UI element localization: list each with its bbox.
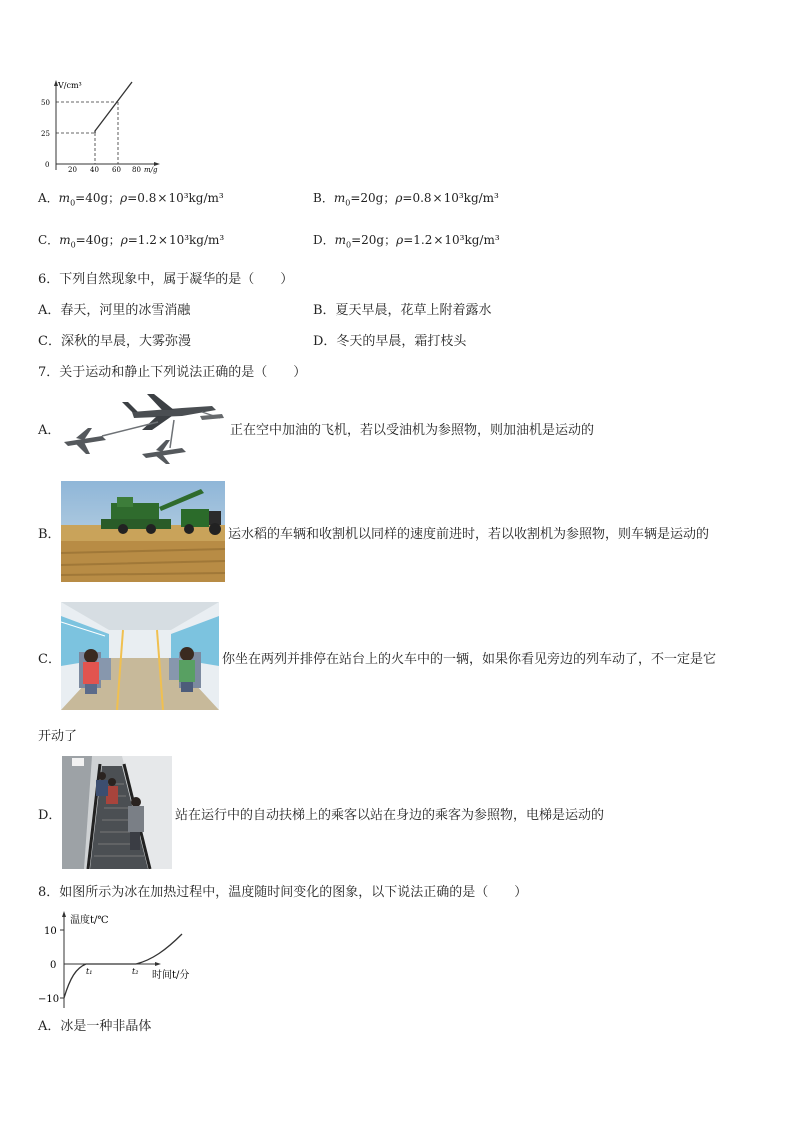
q8-stem: 8．如图所示为冰在加热过程中，温度随时间变化的图象，以下说法正确的是（ ）: [38, 885, 528, 900]
q7-option-b-text[interactable]: 运水稻的车辆和收割机以同样的速度前进时，若以收割机为参照物，则车辆是运动的: [228, 527, 710, 542]
q5-x-tick-20: 20: [68, 166, 77, 174]
q5-x-tick-60: 60: [112, 166, 121, 174]
q8-y-tick-10: 10: [44, 926, 57, 937]
q5-graph-line: [95, 82, 132, 133]
q7-option-c-text[interactable]: 你坐在两列并排停在站台上的火车中的一辆，如果你看见旁边的列车动了，不一定是它: [222, 652, 717, 667]
q8-temperature-time-graph: [34, 908, 204, 1012]
refueling-aircraft-image: [62, 392, 228, 466]
q5-x-tick-80: 80: [132, 166, 141, 174]
q8-t2-label: t₂: [132, 967, 139, 976]
q8-t1-label: t₁: [86, 967, 93, 976]
q7-stem: 7．关于运动和静止下列说法正确的是（ ）: [38, 365, 307, 380]
q5-option-b[interactable]: B．$m_0=20g$；ρ=0.8×10³kg/m³: [313, 191, 499, 208]
q5-x-tick-40: 40: [90, 166, 99, 174]
q7-option-c-text-continued[interactable]: 开动了: [38, 729, 78, 744]
q5-y-label: V/cm³: [58, 81, 82, 90]
q7-option-a-letter[interactable]: A．: [38, 423, 61, 438]
q5-y-tick-25: 25: [41, 130, 50, 138]
q6-option-b[interactable]: B．夏天早晨，花草上附着露水: [313, 303, 492, 318]
q5-y-tick-0: 0: [45, 161, 50, 169]
q8-y-label: 温度t/℃: [70, 915, 109, 926]
q8-y-tick-minus10: −10: [38, 994, 60, 1005]
q7-option-a-text[interactable]: 正在空中加油的飞机，若以受油机为参照物，则加油机是运动的: [230, 423, 595, 438]
q5-option-a[interactable]: A．$m_0=40g$；ρ=0.8×10³kg/m³: [38, 191, 224, 208]
q7-option-d-letter[interactable]: D．: [38, 808, 62, 823]
train-interior-image: [61, 602, 219, 710]
q5-option-c[interactable]: C．$m_0=40g$；ρ=1.2×10³kg/m³: [38, 233, 225, 250]
q8-y-tick-0: 0: [50, 960, 57, 971]
q8-option-a[interactable]: A．冰是一种非晶体: [38, 1019, 152, 1034]
q5-y-tick-50: 50: [41, 99, 50, 107]
q6-stem: 6．下列自然现象中，属于凝华的是（ ）: [38, 272, 294, 287]
q5-mass-volume-graph: [28, 78, 178, 178]
q6-option-c[interactable]: C．深秋的早晨，大雾弥漫: [38, 334, 191, 349]
q8-x-label: 时间t/分: [152, 970, 190, 981]
q8-curve: [64, 934, 182, 998]
harvester-image: [61, 481, 225, 582]
q5-x-label: m/g: [144, 166, 158, 174]
q5-option-d[interactable]: D．$m_0=20g$；ρ=1.2×10³kg/m³: [313, 233, 500, 250]
escalator-image: [62, 756, 172, 869]
q6-option-d[interactable]: D．冬天的早晨，霜打枝头: [313, 334, 467, 349]
q7-option-b-letter[interactable]: B．: [38, 527, 61, 542]
q7-option-d-text[interactable]: 站在运行中的自动扶梯上的乘客以站在身边的乘客为参照物，电梯是运动的: [175, 808, 605, 823]
q7-option-c-letter[interactable]: C．: [38, 652, 61, 667]
q6-option-a[interactable]: A．春天，河里的冰雪消融: [38, 303, 191, 318]
